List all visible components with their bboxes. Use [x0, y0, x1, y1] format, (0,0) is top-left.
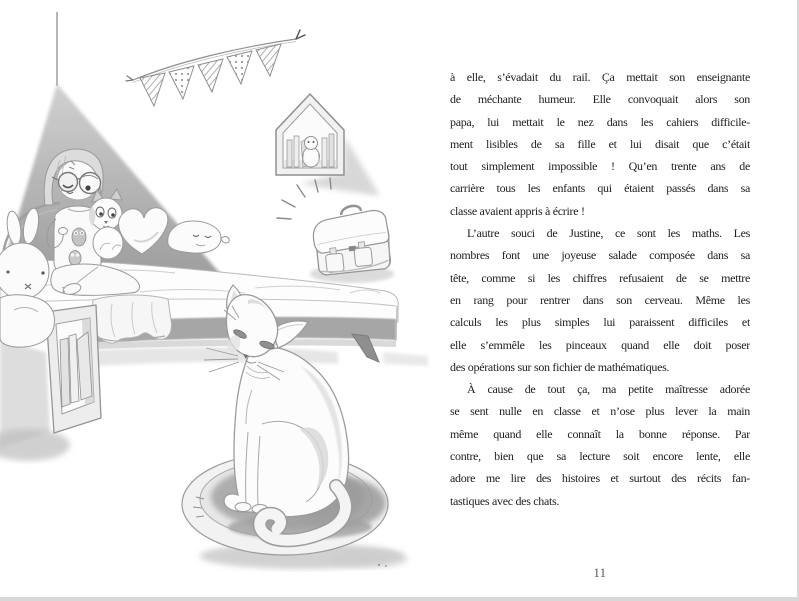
text-line: tastiques avec des chats. — [450, 493, 560, 508]
text-line: ment lisibles de sa fille et lui disait que c’était — [450, 136, 750, 151]
text-line: elle s’emmêle les pinceaux quand elle doit poser — [450, 337, 750, 352]
text-line: nombres font une joyeuse salade composée dans sa — [450, 248, 750, 263]
text-line: à elle, s’évadait du rail. Ça mettait son enseignante — [450, 70, 750, 84]
text-line: des opérations sur son fichier de mathématiques. — [450, 359, 670, 374]
pennant-flag — [140, 44, 281, 106]
bird-figurine — [303, 137, 320, 168]
text-line: même quand elle connaît la bonne réponse. Par — [450, 426, 750, 441]
cat-plush — [89, 189, 123, 259]
page-text — [450, 66, 750, 512]
text-line: contre, bien que sa lecture soit encore lente, elle — [450, 449, 750, 464]
house-shelf — [276, 94, 380, 196]
text-line: adore me lire des histoires et surtout des récits fan- — [450, 471, 750, 486]
paragraph — [450, 66, 750, 222]
books — [60, 332, 92, 407]
paragraph — [450, 222, 750, 378]
blanket-drape — [92, 295, 171, 343]
page-number: 11 — [593, 566, 607, 580]
text-line: se sent nulle en classe et n’ose plus lever la main — [450, 404, 750, 419]
paragraph — [450, 378, 750, 512]
text-line: tête, comme si les chiffres refusaient de se mettre — [450, 270, 750, 285]
text-line: papa, lui mettait le nez dans les cahiers difficile- — [450, 114, 750, 129]
text-line: classe avaient appris à écrire ! — [450, 203, 585, 218]
text-line: L’autre souci de Justine, ce sont les maths. Les — [467, 226, 750, 241]
sleeping-plush — [168, 221, 229, 253]
text-line: en rang pour rentrer dans son cerveau. Même les — [450, 292, 750, 307]
text-line: carrière tous les enfants qui étaient passés dans sa — [450, 181, 750, 196]
text-line: À cause de tout ça, ma petite maîtresse adorée — [467, 382, 750, 397]
text-line: de méchante humeur. Elle convoquait alors son — [450, 92, 750, 107]
text-line: tout simplement impossible ! Qu’en trente ans de — [450, 159, 750, 174]
text-line: calculs les plus simples lui paraissent difficiles et — [450, 315, 750, 330]
bunting-garland — [126, 30, 305, 106]
